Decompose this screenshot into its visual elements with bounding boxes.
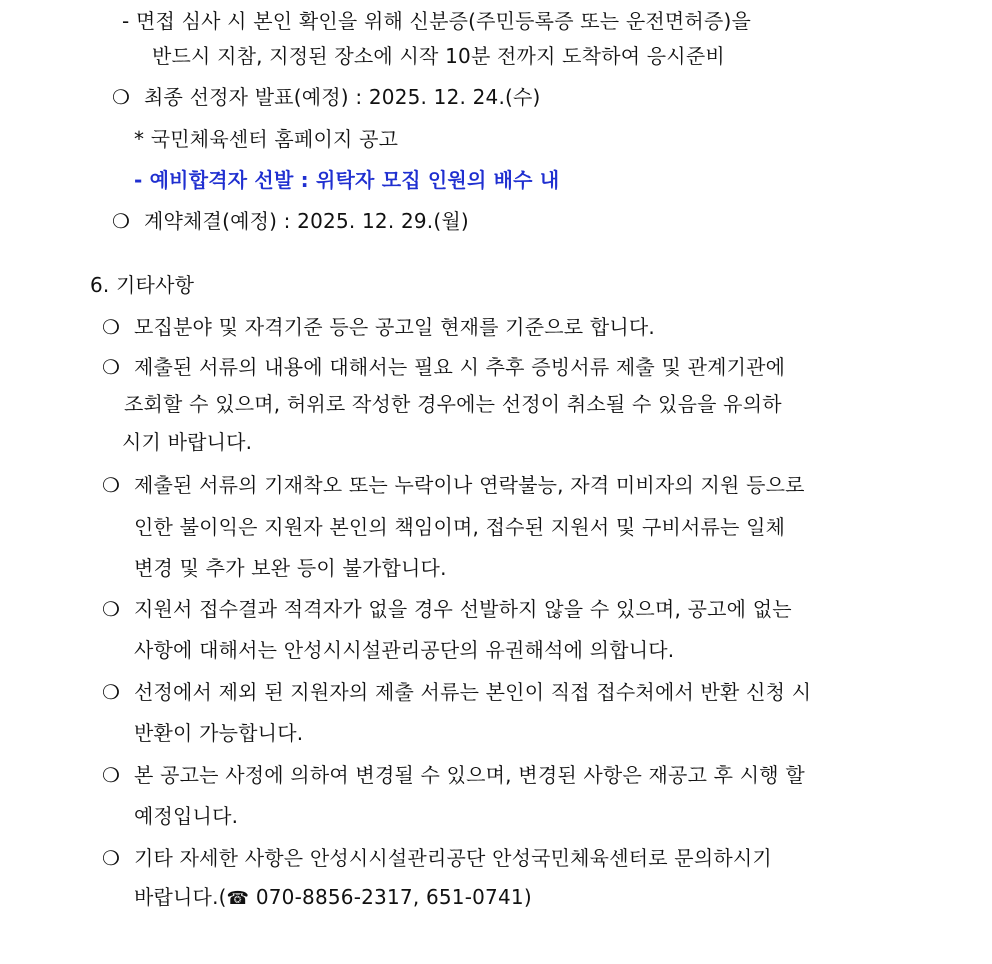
list-item [102,354,785,380]
contract-item [112,208,469,234]
circle-bullet-icon: ❍ [112,85,131,109]
circle-bullet-icon: ❍ [102,763,121,787]
item2-line1: 제출된 서류의 내용에 대해서는 필요 시 추후 증빙서류 제출 및 관계기관에 [134,355,786,379]
item3-line3: 변경 및 추가 보완 등이 불가합니다. [134,556,447,580]
item2-line2: 조회할 수 있으며, 허위로 작성한 경우에는 선정이 취소될 수 있음을 유의하 [124,392,782,416]
list-item [102,762,805,788]
list-item [102,845,772,871]
circle-bullet-icon: ❍ [102,680,121,704]
item7-line2 [134,884,532,912]
interview-id-line-1: - 면접 심사 시 본인 확인을 위해 신분증(주민등록증 또는 운전면허증)을 [122,9,751,33]
item5-line2: 반환이 가능합니다. [134,721,304,745]
section-6-heading: 6. 기타사항 [90,273,195,297]
final-selection-text: 최종 선정자 발표(예정) : 2025. 12. 24.(수) [144,85,541,109]
item6-line2: 예정입니다. [134,804,239,828]
contact-phone-numbers: 070-8856-2317, 651-0741) [249,885,532,909]
item1-line1: 모집분야 및 자격기준 등은 공고일 현재를 기준으로 합니다. [134,315,655,339]
item5-line1: 선정에서 제외 된 지원자의 제출 서류는 본인이 직접 접수처에서 반환 신청 시 [134,680,812,704]
contract-text: 계약체결(예정) : 2025. 12. 29.(월) [144,209,469,233]
list-item [102,596,792,622]
list-item [102,472,805,498]
homepage-notice: * 국민체육센터 홈페이지 공고 [134,127,399,151]
item6-line1: 본 공고는 사정에 의하여 변경될 수 있으며, 변경된 사항은 재공고 후 시행 할 [134,763,805,787]
circle-bullet-icon: ❍ [102,473,121,497]
circle-bullet-icon: ❍ [102,597,121,621]
item4-line2: 사항에 대해서는 안성시시설관리공단의 유권해석에 의합니다. [134,638,675,662]
final-selection-item [112,84,541,110]
telephone-icon: ☎ [226,888,250,909]
circle-bullet-icon: ❍ [102,846,121,870]
circle-bullet-icon: ❍ [112,209,131,233]
item2-line3: 시기 바랍니다. [122,430,253,454]
item7-line1: 기타 자세한 사항은 안성시시설관리공단 안성국민체육센터로 문의하시기 [134,846,772,870]
circle-bullet-icon: ❍ [102,355,121,379]
list-item [102,679,811,705]
item7-line2-prefix: 바랍니다.( [134,885,227,909]
interview-id-line-2: 반드시 지참, 지정된 장소에 시작 10분 전까지 도착하여 응시준비 [152,44,725,68]
circle-bullet-icon: ❍ [102,315,121,339]
item4-line1: 지원서 접수결과 적격자가 없을 경우 선발하지 않을 수 있으며, 공고에 없는 [134,597,792,621]
list-item [102,314,655,340]
item3-line1: 제출된 서류의 기재착오 또는 누락이나 연락불능, 자격 미비자의 지원 등으로 [134,473,805,497]
reserve-candidate-note: - 예비합격자 선발 : 위탁자 모집 인원의 배수 내 [134,168,560,192]
item3-line2: 인한 불이익은 지원자 본인의 책임이며, 접수된 지원서 및 구비서류는 일체 [134,515,786,539]
